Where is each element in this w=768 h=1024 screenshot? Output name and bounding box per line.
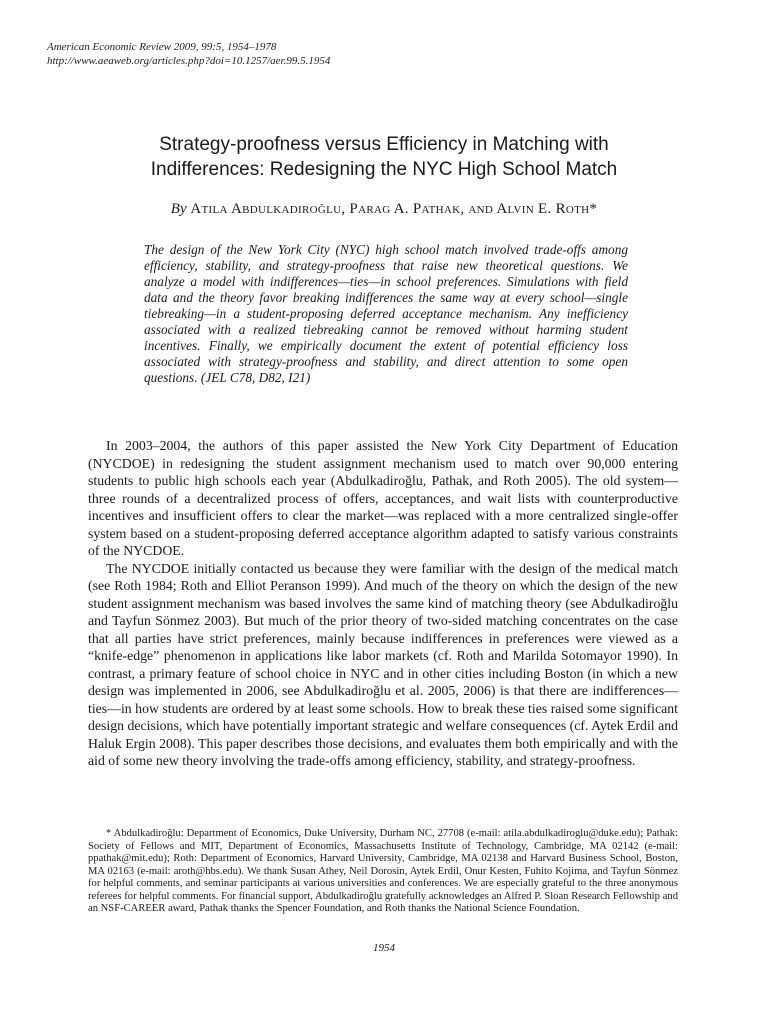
- doi-link[interactable]: http://www.aeaweb.org/articles.php?doi=10.1257/aer.99.5.1954: [47, 55, 331, 67]
- title-line-1: Strategy-proofness versus Efficiency in Matching with: [159, 134, 609, 155]
- abstract: [144, 242, 628, 386]
- body-paragraph-2: The NYCDOE initially contacted us because they were familiar with the design of the medical match (see Roth 1984; Roth and Elliot Peranson 1999). And much of the theory on which the design of the new student assignment mechanism was based involves the same kind of matching theory (see Abdulkadiroğlu and Tayfun Sönmez 2003). But much of the prior theory of two-sided matching concentrates on the case that all parties have strict preferences, mainly because indifferences in preferences were viewed as a “knife-edge” phenomenon in applications like labor markets (cf. Roth and Marilda Sotomayor 1990). In contrast, a primary feature of school choice in NYC and in other cities including Boston (in which a new design was implemented in 2006, see Abdulkadiroğlu et al. 2005, 2006) is that there are indifferences—ties—in how students are ordered by at least some schools. How to break these ties raised some significant design decisions, which have potentially important strategic and welfare consequences (cf. Aytek Erdil and Haluk Ergin 2008). This paper describes those decisions, and evaluates them both empirically and with the aid of some new theory involving the trade-offs among efficiency, stability, and strategy-proofness.: [88, 560, 678, 768]
- footnote-text: * Abdulkadiroğlu: Department of Economics, Duke University, Durham NC, 27708 (e-mail: atila.abdulkadiroglu@duke.edu); Pathak: Society of Fellows and MIT, Department of Economics, Massachusetts Institute of Technology, Cambridge, MA 02142 (e-mail: ppathak@mit.edu); Roth: Department of Economics, Harvard University, Cambridge, MA 02138 and Harvard Business School, Boston, MA 02163 (e-mail: aroth@hbs.edu). We thank Susan Athey, Neil Dorosin, Aytek Erdil, Onur Kesten, Fuhito Kojima, and Tayfun Sönmez for helpful comments, and seminar participants at various universities and conferences. We are especially grateful to the three anonymous referees for helpful comments. For financial support, Abdulkadiroğlu gratefully acknowledges an Alfred P. Sloan Research Fellowship and an NSF-CAREER award, Pathak thanks the Spencer Foundation, and Roth thanks the National Science Foundation.: [88, 828, 678, 914]
- jel-codes: (JEL C78, D82, I21): [200, 370, 311, 385]
- paper-title: [0, 132, 768, 182]
- journal-citation: American Economic Review 2009, 99:5, 1954–1978: [47, 41, 277, 53]
- journal-header: [47, 40, 330, 68]
- author-footnote: [88, 828, 678, 916]
- title-line-2: Indifferences: Redesigning the NYC High School Match: [150, 159, 618, 180]
- byline-by: By: [170, 201, 187, 217]
- byline: [0, 201, 768, 218]
- abstract-text: The design of the New York City (NYC) high school match involved trade-offs among efficiency, stability, and strategy-proofness that raise new theoretical questions. We analyze a model with indifferences—ties—in school preferences. Simulations with field data and the theory favor breaking indifferences the same way at every school—single tiebreaking—in a student-proposing deferred acceptance mechanism. Any inefficiency associated with a realized tiebreaking cannot be removed without harming student incentives. Finally, we empirically document the extent of potential efficiency loss associated with strategy-proofness and stability, and direct attention to some open questions.: [144, 242, 628, 385]
- page-number: 1954: [373, 942, 395, 954]
- body-paragraph-1: In 2003–2004, the authors of this paper assisted the New York City Department of Education (NYCDOE) in redesigning the student assignment mechanism used to match over 90,000 entering students to public high schools each year (Abdulkadiroğlu, Pathak, and Roth 2005). The old system—three rounds of a decentralized process of offers, acceptances, and wait lists with counterproductive incentives and insufficient offers to clear the market—was replaced with a more centralized single-offer system based on a student-proposing deferred acceptance algorithm adapted to satisfy various constraints of the NYCDOE.: [88, 438, 678, 558]
- body-text: [88, 437, 678, 770]
- author-list: Atila Abdulkadiroğlu, Parag A. Pathak, and Alvin E. Roth*: [190, 201, 598, 217]
